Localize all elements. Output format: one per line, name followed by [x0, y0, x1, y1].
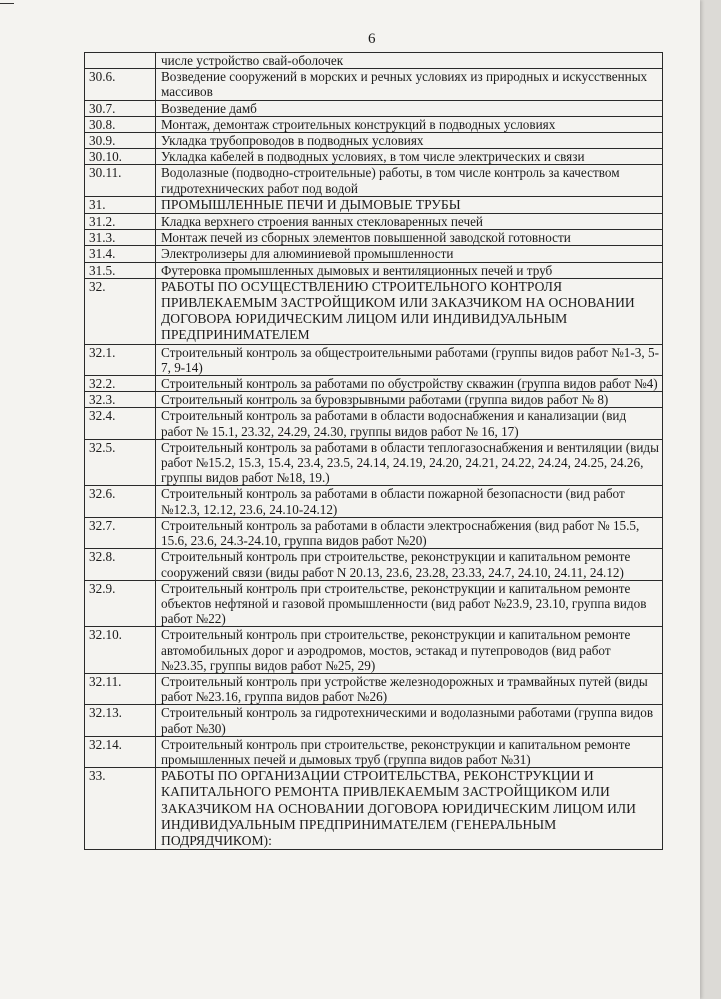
row-text: Кладка верхнего строения ванных стекловаренных печей	[156, 214, 663, 230]
row-number: 32.13.	[85, 705, 156, 736]
table-row	[85, 486, 663, 517]
table-row	[85, 344, 663, 375]
row-number: 30.11.	[85, 165, 156, 196]
section-heading: РАБОТЫ ПО ОСУЩЕСТВЛЕНИЮ СТРОИТЕЛЬНОГО КОНТРОЛЯ ПРИВЛЕКАЕМЫМ ЗАСТРОЙЩИКОМ ИЛИ ЗАКАЗЧИКОМ НА ОСНОВАНИИ ДОГОВОРА ЮРИДИЧЕСКИМ ЛИЦОМ ИЛИ ИНДИВИДУАЛЬНЫМ ПРЕДПРИНИМАТЕЛЕМ	[156, 278, 663, 344]
row-text: Строительный контроль за общестроительными работами (группы видов работ №1-3, 5-7, 9-14)	[156, 344, 663, 375]
row-text: Монтаж, демонтаж строительных конструкций в подводных условиях	[156, 116, 663, 132]
row-text: Возведение сооружений в морских и речных условиях из природных и искусственных массивов	[156, 69, 663, 100]
table-row	[85, 768, 663, 850]
table-row	[85, 116, 663, 132]
row-number: 32.7.	[85, 517, 156, 548]
row-text: Строительный контроль за работами в области электроснабжения (вид работ № 15.5, 15.6, 23.6, 24.3-24.10, группа видов работ №20)	[156, 517, 663, 548]
row-text: Строительный контроль при устройстве железнодорожных и трамвайных путей (виды работ №23.16, группа видов работ №26)	[156, 673, 663, 704]
row-text: Строительный контроль при строительстве, реконструкции и капитальном ремонте объектов нефтяной и газовой промышленности (вид работ №23.9, 23.10, группа видов работ №22)	[156, 580, 663, 627]
row-number: 31.4.	[85, 246, 156, 262]
table-row	[85, 53, 663, 69]
scan-mark	[0, 3, 14, 4]
table-row	[85, 133, 663, 149]
table-row	[85, 278, 663, 344]
row-number: 30.10.	[85, 149, 156, 165]
row-number: 32.	[85, 278, 156, 344]
table-row	[85, 705, 663, 736]
row-number: 32.6.	[85, 486, 156, 517]
page-number: 6	[368, 31, 376, 47]
row-number: 30.6.	[85, 69, 156, 100]
section-heading: ПРОМЫШЛЕННЫЕ ПЕЧИ И ДЫМОВЫЕ ТРУБЫ	[156, 196, 663, 213]
row-number: 31.	[85, 196, 156, 213]
row-text: Строительный контроль за работами в области водоснабжения и канализации (вид работ № 15.1, 23.32, 24.29, 24.30, группы видов работ № 16, 17)	[156, 408, 663, 439]
row-text: Укладка кабелей в подводных условиях, в том числе электрических и связи	[156, 149, 663, 165]
table-row	[85, 230, 663, 246]
table-row	[85, 580, 663, 627]
row-number: 32.3.	[85, 392, 156, 408]
table-row	[85, 517, 663, 548]
row-text: Строительный контроль за буровзрывными работами (группа видов работ № 8)	[156, 392, 663, 408]
row-text: Строительный контроль за гидротехническими и водолазными работами (группа видов работ №30)	[156, 705, 663, 736]
row-number: 31.5.	[85, 262, 156, 278]
table-row	[85, 549, 663, 580]
row-text: Монтаж печей из сборных элементов повышенной заводской готовности	[156, 230, 663, 246]
row-text: числе устройство свай-оболочек	[156, 53, 663, 69]
row-text: Укладка трубопроводов в подводных условиях	[156, 133, 663, 149]
table-row	[85, 196, 663, 213]
row-number: 30.7.	[85, 100, 156, 116]
row-number: 30.8.	[85, 116, 156, 132]
row-text: Строительный контроль при строительстве, реконструкции и капитальном ремонте промышленных печей и дымовых труб (группа видов работ №31)	[156, 736, 663, 767]
table-row	[85, 627, 663, 674]
table-row	[85, 246, 663, 262]
row-text: Строительный контроль за работами в области теплогазоснабжения и вентиляции (виды работ №15.2, 15.3, 15.4, 23.4, 23.5, 24.14, 24.19, 24.20, 24.21, 24.22, 24.24, 24.25, 24.26, группы видов работ №18, 19.)	[156, 439, 663, 486]
row-number: 32.9.	[85, 580, 156, 627]
row-number: 32.8.	[85, 549, 156, 580]
adjacent-page-edge	[700, 0, 721, 999]
row-number: 32.1.	[85, 344, 156, 375]
row-number: 33.	[85, 768, 156, 850]
row-number: 32.4.	[85, 408, 156, 439]
row-text: Электролизеры для алюминиевой промышленности	[156, 246, 663, 262]
row-number	[85, 53, 156, 69]
table-row	[85, 736, 663, 767]
row-text: Возведение дамб	[156, 100, 663, 116]
row-text: Водолазные (подводно-строительные) работы, в том числе контроль за качеством гидротехнических работ под водой	[156, 165, 663, 196]
section-heading: РАБОТЫ ПО ОРГАНИЗАЦИИ СТРОИТЕЛЬСТВА, РЕКОНСТРУКЦИИ И КАПИТАЛЬНОГО РЕМОНТА ПРИВЛЕКАЕМЫМ ЗАСТРОЙЩИКОМ ИЛИ ЗАКАЗЧИКОМ НА ОСНОВАНИИ ДОГОВОРА ЮРИДИЧЕСКИМ ЛИЦОМ ИЛИ ИНДИВИДУАЛЬНЫМ ПРЕДПРИНИМАТЕЛЕМ (ГЕНЕРАЛЬНЫМ ПОДРЯДЧИКОМ):	[156, 768, 663, 850]
row-number: 31.2.	[85, 214, 156, 230]
row-text: Строительный контроль за работами по обустройству скважин (группа видов работ №4)	[156, 376, 663, 392]
row-number: 32.2.	[85, 376, 156, 392]
table-row	[85, 392, 663, 408]
row-number: 31.3.	[85, 230, 156, 246]
table-row	[85, 673, 663, 704]
row-number: 32.14.	[85, 736, 156, 767]
row-text: Футеровка промышленных дымовых и вентиляционных печей и труб	[156, 262, 663, 278]
row-number: 32.11.	[85, 673, 156, 704]
table-row	[85, 165, 663, 196]
works-table	[84, 52, 663, 850]
row-text: Строительный контроль за работами в области пожарной безопасности (вид работ №12.3, 12.12, 23.6, 24.10-24.12)	[156, 486, 663, 517]
row-text: Строительный контроль при строительстве, реконструкции и капитальном ремонте сооружений связи (виды работ N 20.13, 23.6, 23.28, 23.33, 24.7, 24.10, 24.11, 24.12)	[156, 549, 663, 580]
table-row	[85, 439, 663, 486]
table-row	[85, 262, 663, 278]
table-row	[85, 149, 663, 165]
row-number: 32.10.	[85, 627, 156, 674]
table-row	[85, 376, 663, 392]
table-row	[85, 408, 663, 439]
table-row	[85, 214, 663, 230]
table-row	[85, 100, 663, 116]
table-row	[85, 69, 663, 100]
row-text: Строительный контроль при строительстве, реконструкции и капитальном ремонте автомобильных дорог и аэродромов, мостов, эстакад и путепроводов (вид работ №23.35, группы видов работ №25, 29)	[156, 627, 663, 674]
row-number: 30.9.	[85, 133, 156, 149]
row-number: 32.5.	[85, 439, 156, 486]
